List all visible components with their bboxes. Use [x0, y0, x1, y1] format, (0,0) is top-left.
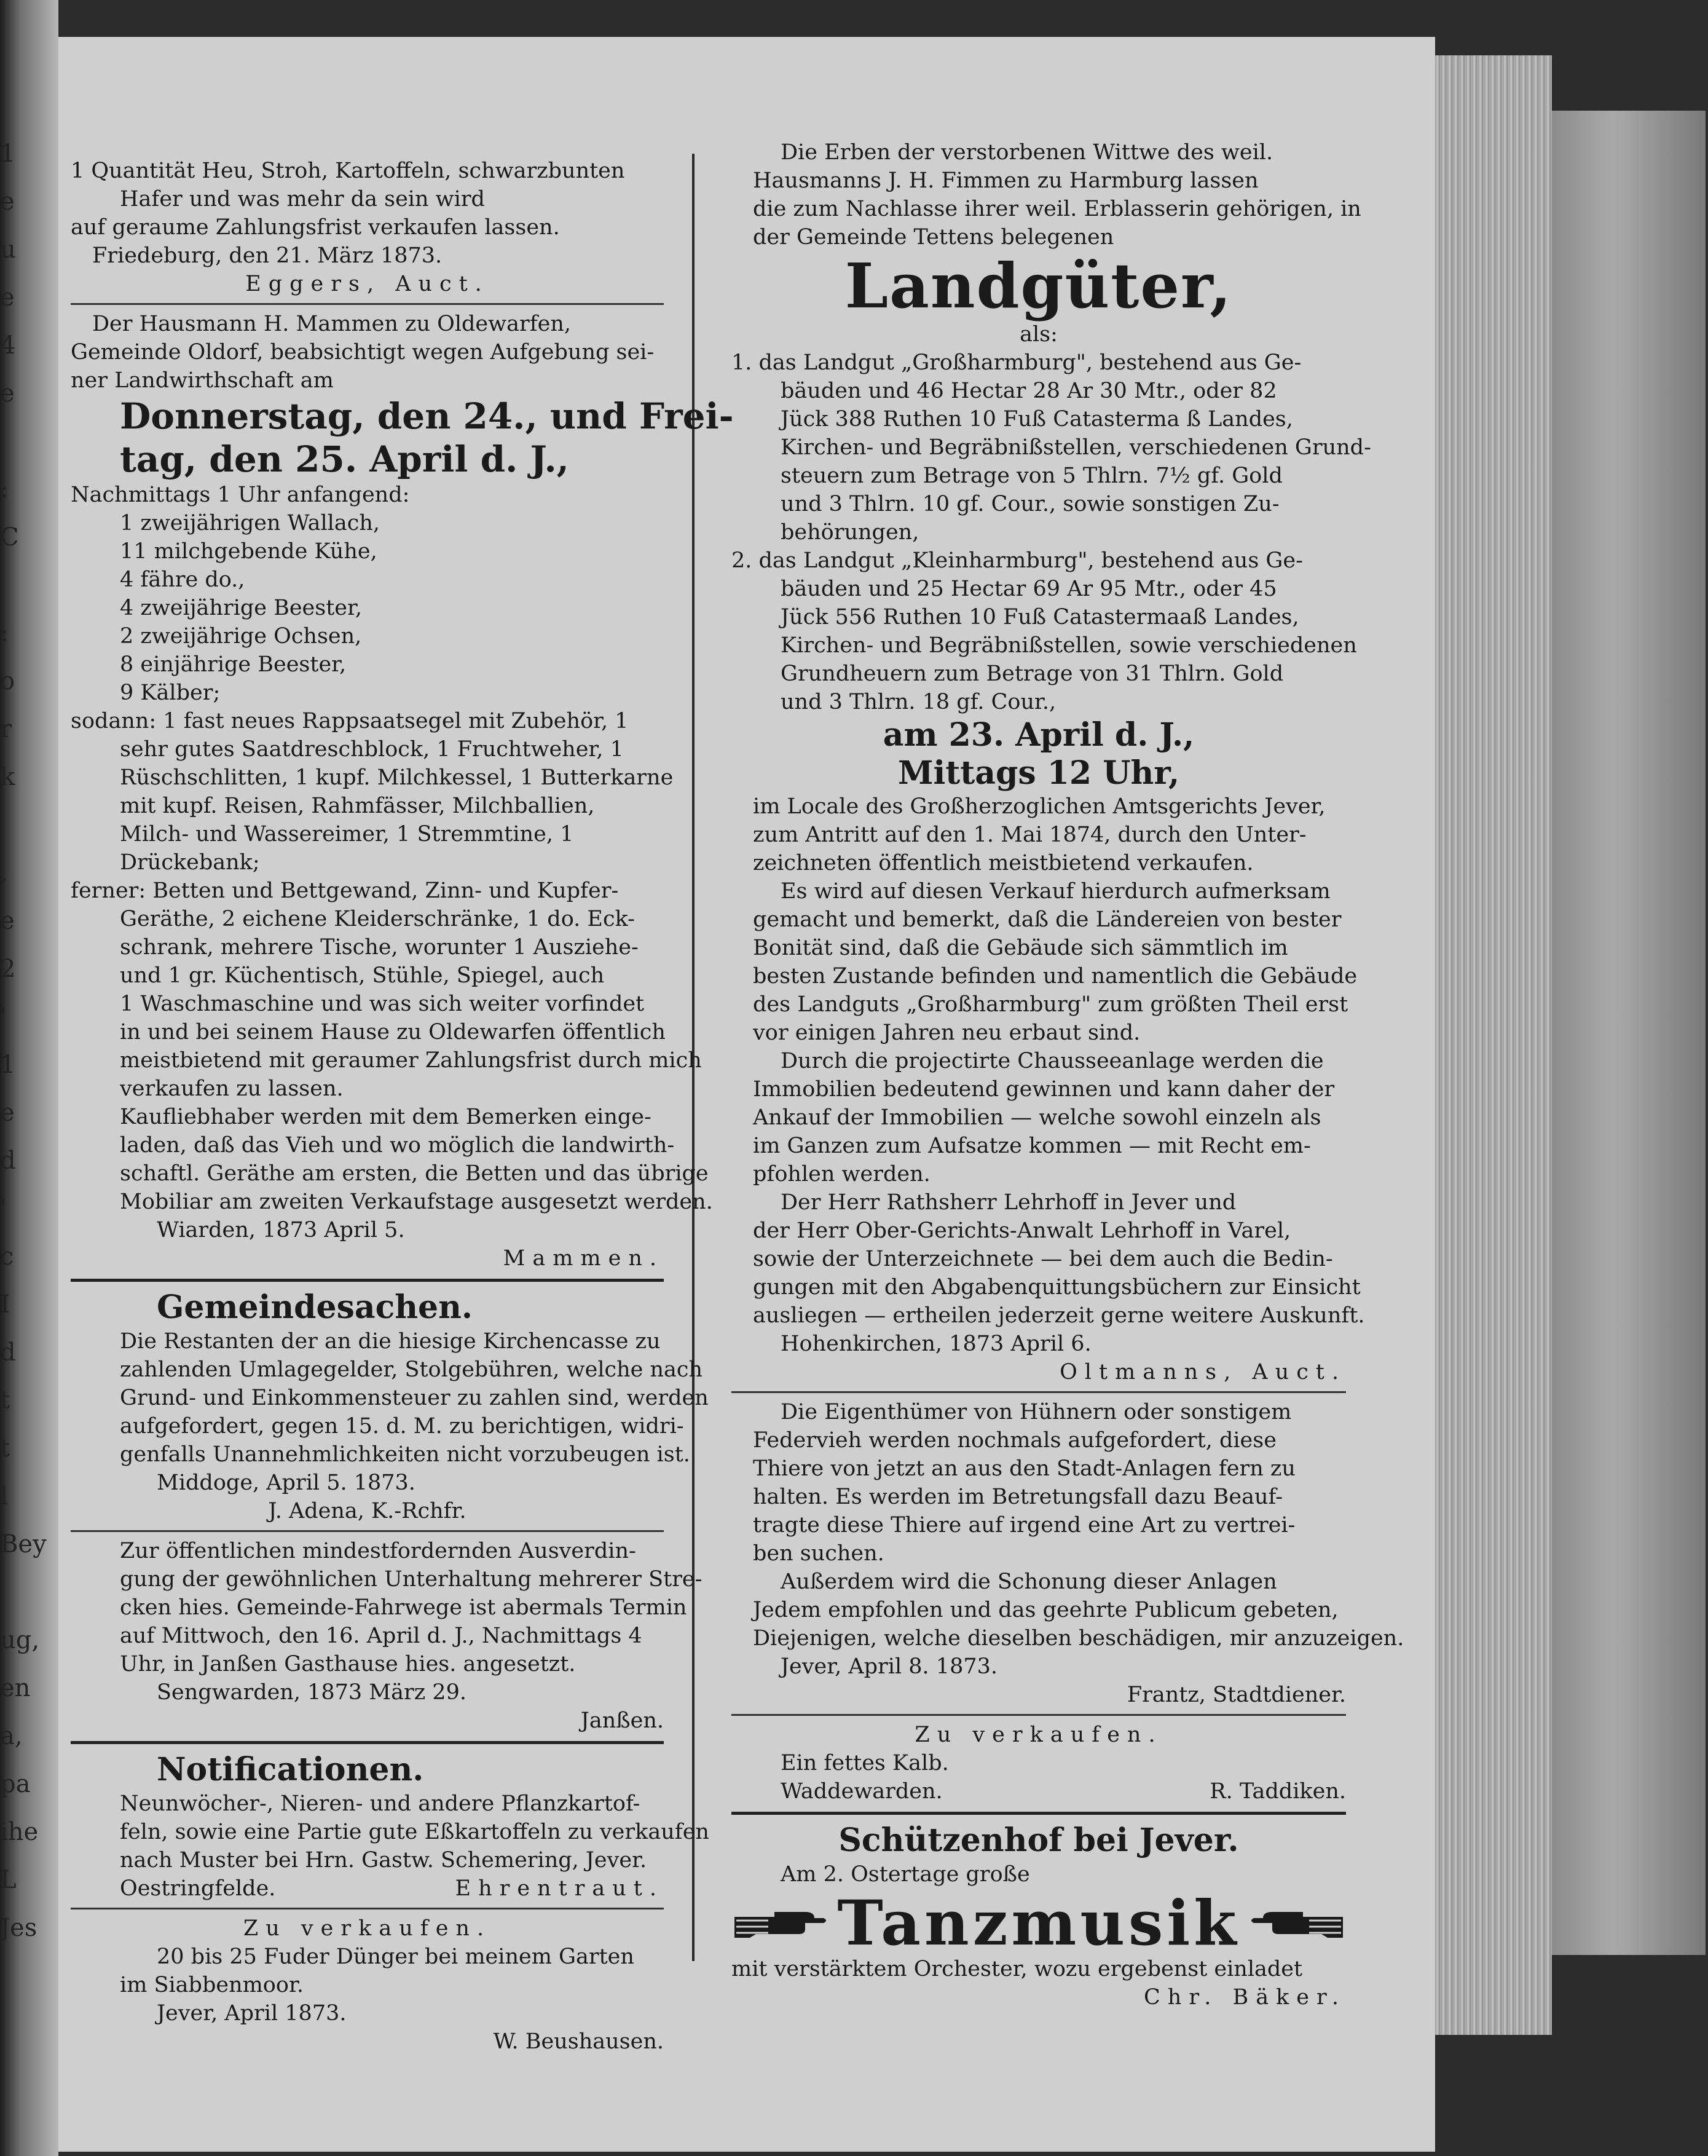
ad-line: im Ganzen zum Aufsatze kommen — mit Recht em-	[753, 1134, 1311, 1158]
ad-line: zahlenden Umlagegelder, Stolgebühren, welche nach	[120, 1357, 703, 1382]
ad-line: meistbietend mit geraumer Zahlungsfrist durch mich	[120, 1048, 702, 1073]
ad-line: in und bei seinem Hause zu Oldewarfen öffentlich	[120, 1020, 666, 1044]
margin-fragment: pa	[0, 1770, 31, 1798]
list-item-cont: behörungen,	[781, 520, 919, 545]
right-column	[731, 138, 1404, 2012]
ad-line: Drückebank;	[120, 850, 260, 875]
auction-time: Mittags 12 Uhr,	[897, 754, 1180, 792]
margin-fragment: t	[0, 1386, 10, 1415]
left-column	[71, 157, 734, 2056]
ad-line: Mobiliar am zweiten Verkaufstage ausgesetzt werden.	[120, 1190, 713, 1214]
list-item-cont: Jück 556 Ruthen 10 Fuß Catastermaaß Landes,	[781, 605, 1299, 630]
place-date: Sengwarden, 1873 März 29.	[157, 1680, 466, 1705]
list-item-cont: bäuden und 25 Hectar 69 Ar 95 Mtr., oder 45	[781, 577, 1277, 601]
separator-rule	[71, 1908, 664, 1909]
margin-fragment: d	[0, 1147, 16, 1175]
ad-line: 1 Quantität Heu, Stroh, Kartoffeln, schwarzbunten	[71, 159, 625, 183]
list-item: 2 zweijährige Ochsen,	[120, 624, 362, 649]
landgueter-title: Landgüter,	[844, 250, 1233, 322]
margin-fragment: ihe	[0, 1818, 39, 1846]
margin-fragment: '	[0, 1194, 7, 1223]
margin-fragment: d	[0, 1338, 16, 1367]
margin-fragment: a,	[0, 1722, 23, 1750]
ad-line: Die Erben der verstorbenen Wittwe des weil.	[781, 140, 1273, 165]
ad-line: Bonität sind, daß die Gebäude sich sämmtlich im	[753, 936, 1288, 960]
margin-fragment: 2	[0, 955, 16, 983]
ad-line: ner Landwirthschaft am	[71, 368, 334, 393]
signature: W. Beushausen.	[493, 2029, 664, 2054]
signature: J. Adena, K.-Rchfr.	[268, 1499, 466, 1523]
ad-line: feln, sowie eine Partie gute Eßkartoffeln zu verkaufen	[120, 1820, 709, 1844]
signature: Chr. Bäker.	[1144, 1985, 1346, 2010]
ad-line: Der Hausmann H. Mammen zu Oldewarfen,	[92, 312, 572, 336]
ad-line: Die Restanten der an die hiesige Kirchencasse zu	[120, 1329, 661, 1354]
ad-line: mit verstärktem Orchester, wozu ergebenst einladet	[731, 1957, 1303, 1981]
margin-fragment: ug,	[0, 1626, 40, 1654]
ad-line: Nachmittags 1 Uhr anfangend:	[71, 483, 410, 507]
ad-title: Zu verkaufen.	[243, 1916, 492, 1941]
ad-line: Der Herr Rathsherr Lehrhoff in Jever und	[781, 1190, 1237, 1215]
ad-line: Es wird auf diesen Verkauf hierdurch aufmerksam	[781, 879, 1331, 904]
ad-line: zum Antritt auf den 1. Mai 1874, durch den Unter-	[753, 823, 1307, 847]
ad-line: Milch- und Wassereimer, 1 Stremmtine, 1	[120, 822, 574, 847]
ad-line: auf Mittwoch, den 16. April d. J., Nachmittags 4	[120, 1624, 642, 1648]
ad-kalb	[731, 1721, 1346, 1806]
ad-line: Die Eigenthümer von Hühnern oder sonstigem	[781, 1400, 1292, 1424]
ad-line: Diejenigen, welche dieselben beschädigen, mir anzuzeigen.	[753, 1626, 1404, 1651]
ad-line: genfalls Unannehmlichkeiten nicht vorzubeugen ist.	[120, 1442, 690, 1467]
list-item: 4 zweijährige Beester,	[120, 596, 363, 620]
ad-line: Federvieh werden nochmals aufgefordert, diese	[753, 1428, 1277, 1453]
margin-fragment: r	[0, 715, 12, 743]
ad-line: sodann: 1 fast neues Rappsaatsegel mit Zubehör, 1	[71, 709, 629, 733]
ad-line: Zur öffentlichen mindestfordernden Ausverdin-	[120, 1539, 636, 1563]
ad-mammen-auction	[71, 310, 734, 1273]
signature: Mammen.	[503, 1246, 664, 1271]
ad-line: mit kupf. Reisen, Rahmfässer, Milchballien,	[120, 794, 595, 818]
ad-line: Am 2. Ostertage große	[781, 1862, 1030, 1887]
margin-fragment: :	[0, 619, 9, 647]
auction-date: am 23. April d. J.,	[883, 716, 1195, 754]
pointing-hand-right-icon	[731, 1898, 830, 1948]
ad-federvieh	[731, 1398, 1404, 1709]
ad-line: gung der gewöhnlichen Unterhaltung mehrerer Stre-	[120, 1567, 702, 1592]
margin-fragment: k	[0, 763, 15, 791]
ad-line: Rüschschlitten, 1 kupf. Milchkessel, 1 Butterkarne	[120, 765, 674, 790]
ad-line: Immobilien bedeutend gewinnen und kann daher der	[753, 1077, 1335, 1102]
section-heading: Notificationen.	[157, 1751, 424, 1788]
ad-line: Hafer und was mehr da sein wird	[120, 187, 485, 211]
ad-line: Gemeinde Oldorf, beabsichtigt wegen Aufgebung sei-	[71, 340, 655, 365]
ad-line: im Locale des Großherzoglichen Amtsgerichts Jever,	[753, 794, 1326, 819]
ad-line: der Gemeinde Tettens belegenen	[753, 225, 1114, 250]
list-item-cont: Grundheuern zum Betrage von 31 Thlrn. Gold	[781, 661, 1284, 686]
ad-line: im Siabbenmoor.	[120, 1973, 304, 1997]
ad-line: schaftl. Geräthe am ersten, die Betten und das übrige	[120, 1161, 709, 1186]
ad-tanzmusik	[731, 1821, 1346, 2012]
list-item-cont: bäuden und 46 Hectar 28 Ar 30 Mtr., oder 82	[781, 379, 1277, 403]
place-date: Wiarden, 1873 April 5.	[157, 1218, 405, 1242]
ad-line: ausliegen — ertheilen jederzeit gerne weitere Auskunft.	[753, 1303, 1365, 1328]
ad-line: sehr gutes Saatdreschblock, 1 Fruchtweher, 1	[120, 737, 624, 762]
ad-line: gemacht und bemerkt, daß die Ländereien von bester	[753, 907, 1342, 932]
ad-line: cken hies. Gemeinde-Fahrwege ist abermals Termin	[120, 1595, 687, 1620]
signature: Oltmanns, Auct.	[1060, 1360, 1346, 1384]
ad-line: gungen mit den Abgabenquittungsbüchern zur Einsicht	[753, 1275, 1361, 1300]
signature: Janßen.	[580, 1708, 664, 1733]
list-item: 4 fähre do.,	[120, 567, 245, 592]
ad-landgueter	[731, 138, 1371, 1386]
pointing-hand-left-icon	[1248, 1898, 1346, 1948]
ad-line: Ankauf der Immobilien — welche sowohl einzeln als	[753, 1105, 1321, 1130]
list-item-cont: Jück 388 Ruthen 10 Fuß Catasterma ß Landes,	[781, 407, 1293, 432]
ad-line: Kaufliebhaber werden mit dem Bemerken einge-	[120, 1105, 651, 1129]
margin-fragment: I	[0, 1290, 10, 1319]
ad-line: ben suchen.	[753, 1541, 884, 1566]
book-page-edges	[1435, 55, 1552, 2035]
margin-fragment: c	[0, 1242, 14, 1271]
list-item: 1 zweijährigen Wallach,	[120, 511, 380, 535]
list-item-cont: und 3 Thlrn. 18 gf. Cour.,	[781, 690, 1057, 714]
separator-rule	[71, 303, 664, 305]
separator-rule	[731, 1812, 1346, 1815]
ad-line: sowie der Unterzeichnete — bei dem auch die Bedin-	[753, 1247, 1333, 1271]
tanzmusik-title: Tanzmusik	[837, 1887, 1240, 1959]
list-item: 9 Kälber;	[120, 681, 221, 705]
margin-fragment: e	[0, 188, 15, 216]
place-date: Middoge, April 5. 1873.	[157, 1471, 415, 1495]
margin-fragment: C	[0, 523, 19, 551]
ad-notificationen	[71, 1750, 709, 1903]
ad-line: vor einigen Jahren neu erbaut sind.	[753, 1021, 1141, 1045]
place-date: Hohenkirchen, 1873 April 6.	[781, 1332, 1092, 1356]
margin-fragment: e	[0, 283, 15, 312]
list-item-cont: Kirchen- und Begräbnißstellen, sowie verschiedenen	[781, 633, 1357, 658]
ad-line: Ein fettes Kalb.	[781, 1751, 949, 1775]
section-heading: Schützenhof bei Jever.	[838, 1822, 1239, 1859]
animal-list	[71, 509, 664, 707]
ad-gemeindesachen	[71, 1288, 709, 1525]
tanzmusik-banner	[731, 1887, 1346, 1959]
auction-date-heading: Donnerstag, den 24., und Frei-	[120, 395, 734, 437]
signature: R. Taddiken.	[1210, 1779, 1346, 1804]
ad-line: Geräthe, 2 eichene Kleiderschränke, 1 do. Eck-	[120, 907, 635, 931]
place-date: Waddewarden.	[781, 1779, 943, 1804]
list-item: 11 milchgebende Kühe,	[120, 539, 377, 564]
book-spine	[1552, 111, 1706, 1955]
ad-line: 20 bis 25 Fuder Dünger bei meinem Garten	[157, 1945, 634, 1969]
ad-line: zeichneten öffentlich meistbietend verkaufen.	[753, 851, 1254, 875]
list-item-cont: steuern zum Betrage von 5 Thlrn. 7½ gf. Gold	[781, 464, 1283, 488]
ad-line: nach Muster bei Hrn. Gastw. Schemering, Jever.	[120, 1848, 647, 1873]
ad-line: halten. Es werden im Betretungsfall dazu Beauf-	[753, 1485, 1283, 1509]
margin-fragment: '	[0, 1003, 7, 1031]
margin-fragment: 1	[0, 1051, 16, 1079]
ad-line: der Herr Ober-Gerichts-Anwalt Lehrhoff in Varel,	[753, 1218, 1291, 1243]
ad-line: 1 Waschmaschine und was sich weiter vorfindet	[120, 992, 645, 1016]
ad-line: Durch die projectirte Chausseeanlage werden die	[781, 1049, 1324, 1073]
margin-fragment: ,	[0, 859, 8, 887]
signature: Frantz, Stadtdiener.	[1127, 1683, 1346, 1707]
place-signature-row	[71, 1874, 664, 1903]
margin-fragment: o	[0, 667, 15, 695]
margin-fragment: t	[0, 1434, 10, 1463]
ad-line: pfohlen werden.	[753, 1162, 931, 1187]
ad-line: Grund- und Einkommensteuer zu zahlen sind, werden	[120, 1386, 709, 1410]
margin-fragment: e	[0, 379, 15, 408]
ad-line: und 1 gr. Küchentisch, Stühle, Spiegel, auch	[120, 963, 605, 988]
separator-rule	[731, 1714, 1346, 1716]
list-item-cont: Kirchen- und Begräbnißstellen, verschiedenen Grund-	[781, 435, 1371, 460]
ad-line: aufgefordert, gegen 15. d. M. zu berichtigen, widri-	[120, 1414, 684, 1439]
separator-rule	[71, 1741, 664, 1744]
adjacent-page-margin-text	[0, 140, 47, 1986]
list-item: 2. das Landgut „Kleinharmburg", bestehend aus Ge-	[731, 548, 1303, 573]
signature: Ehrentraut.	[455, 1876, 664, 1901]
list-item: 8 einjährige Beester,	[120, 652, 347, 677]
ad-line: besten Zustande befinden und namentlich die Gebäude	[753, 964, 1358, 989]
ad-line: schrank, mehrere Tische, worunter 1 Ausziehe-	[120, 935, 639, 960]
place-date: Oestringfelde.	[120, 1876, 276, 1901]
margin-fragment: e	[0, 907, 15, 935]
margin-fragment: e	[0, 1099, 15, 1127]
place-signature-row	[731, 1777, 1346, 1806]
section-heading: Gemeindesachen.	[157, 1289, 473, 1326]
margin-fragment: en	[0, 1674, 31, 1702]
separator-rule	[71, 1279, 664, 1282]
separator-rule	[731, 1391, 1346, 1393]
margin-fragment: Bey	[0, 1530, 47, 1558]
ad-line: Thiere von jetzt an aus den Stadt-Anlagen fern zu	[753, 1456, 1296, 1481]
ad-line: verkaufen zu lassen.	[120, 1076, 344, 1101]
ad-line: Uhr, in Janßen Gasthause hies. angesetzt.	[120, 1652, 576, 1676]
auction-date-heading: tag, den 25. April d. J.,	[120, 438, 569, 480]
margin-fragment: l	[0, 1482, 8, 1510]
ad-line: auf geraume Zahlungsfrist verkaufen lassen.	[71, 215, 560, 240]
place-date: Jever, April 1873.	[157, 2001, 347, 2026]
ad-line: Hausmanns J. H. Fimmen zu Harmburg lassen	[753, 168, 1259, 193]
ad-wegeverdingung	[71, 1537, 702, 1735]
ad-line: ferner: Betten und Bettgewand, Zinn- und Kupfer-	[71, 879, 619, 903]
ad-duenger	[71, 1914, 664, 2056]
list-item: 1. das Landgut „Großharmburg", bestehend aus Ge-	[731, 350, 1302, 375]
margin-fragment: 4	[0, 331, 16, 360]
ad-line: Friedeburg, den 21. März 1873.	[92, 243, 443, 268]
ad-line: Jedem empfohlen und das geehrte Publicum gebeten,	[753, 1598, 1339, 1622]
separator-rule	[71, 1530, 664, 1532]
ad-line: laden, daß das Vieh und wo möglich die landwirth-	[120, 1133, 675, 1158]
ad-line: Außerdem wird die Schonung dieser Anlagen	[781, 1570, 1277, 1594]
ad-hay-sale	[71, 157, 664, 298]
ad-line: tragte diese Thiere auf irgend eine Art zu vertrei-	[753, 1513, 1296, 1538]
margin-fragment: u	[0, 235, 16, 264]
ad-line: des Landguts „Großharmburg" zum größten Theil erst	[753, 992, 1348, 1017]
margin-fragment: :	[0, 475, 9, 503]
ad-title: Zu verkaufen.	[915, 1723, 1163, 1747]
margin-fragment: 1	[0, 140, 16, 168]
margin-fragment: L	[0, 1866, 17, 1894]
ad-line: als:	[1020, 322, 1058, 347]
ad-line: Neunwöcher-, Nieren- und andere Pflanzkartof-	[120, 1791, 640, 1816]
margin-fragment: Jes	[0, 1914, 37, 1942]
ad-line: die zum Nachlasse ihrer weil. Erblasserin gehörigen, in	[753, 197, 1361, 221]
place-date: Jever, April 8. 1873.	[781, 1654, 998, 1679]
signature: Eggers, Auct.	[245, 272, 489, 296]
list-item-cont: und 3 Thlrn. 10 gf. Cour., sowie sonstigen Zu-	[781, 492, 1280, 516]
